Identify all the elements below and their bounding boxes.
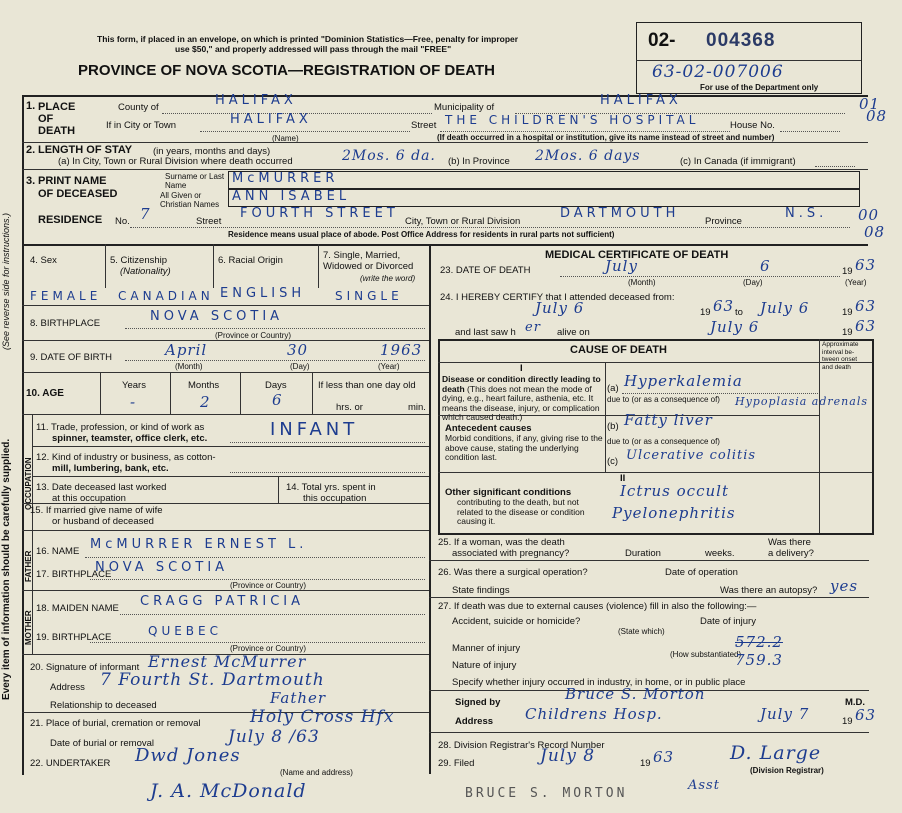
q29-label: 29. Filed bbox=[438, 758, 475, 769]
municipality-label: Municipality of bbox=[434, 102, 495, 113]
attend-from-prefix: 19 bbox=[700, 307, 711, 318]
cause-a2-value: Hypoplasia adrenals bbox=[735, 395, 868, 408]
name-label-1: PRINT NAME bbox=[38, 175, 107, 187]
informant-relation-value: Father bbox=[270, 689, 327, 707]
accident-label: Accident, suicide or homicide? bbox=[452, 616, 581, 627]
delivery-label-1: Was there bbox=[768, 537, 811, 548]
code-1: 572.2 bbox=[735, 633, 783, 651]
due-to-b: due to (or as a consequence of) bbox=[607, 437, 720, 446]
informant-address-label: Address bbox=[50, 682, 85, 693]
birthplace-hint: (Province or Country) bbox=[215, 331, 292, 340]
age-months-label: Months bbox=[188, 380, 220, 391]
direct-note: (This does not mean the mode of dying, e.g., heart failure, asthenia, etc. It means the disease, injury, or complication which caused death.) bbox=[442, 383, 600, 422]
age-days-value: 6 bbox=[272, 391, 283, 409]
state-findings-label: State findings bbox=[452, 585, 510, 596]
sign-date: July 7 bbox=[760, 705, 810, 723]
age-years-label: Years bbox=[122, 380, 146, 391]
mother-bp-value: QUEBEC bbox=[148, 624, 223, 638]
specify-text: Specify whether injury occurred in industry, in home, or in public place bbox=[452, 677, 746, 688]
q11-label-b: spinner, teamster, office clerk, etc. bbox=[52, 433, 208, 444]
county-value: HALIFAX bbox=[215, 93, 297, 108]
dod-year-prefix: 19 bbox=[842, 266, 853, 277]
age-hrs: hrs. or bbox=[336, 402, 363, 413]
informant-relation-label: Relationship to deceased bbox=[50, 700, 157, 711]
burial-place-label: 21. Place of burial, cremation or removal bbox=[30, 718, 201, 729]
age-min: min. bbox=[408, 402, 426, 413]
q27-label: 27. If death was due to external causes (violence) fill in also the following:— bbox=[438, 601, 757, 612]
stay-c-label: (c) In Canada (if immigrant) bbox=[680, 156, 796, 167]
weeks-label: weeks. bbox=[705, 548, 735, 559]
dod-month-hint: (Month) bbox=[628, 278, 656, 287]
autopsy-value: yes bbox=[830, 577, 859, 595]
q25-label-b: associated with pregnancy? bbox=[452, 548, 570, 559]
other-label: Other significant conditions bbox=[445, 487, 572, 498]
place-label: PLACE OF DEATH bbox=[38, 101, 76, 137]
side-note: (See reverse side for instructions.) bbox=[1, 212, 11, 350]
dob-year: 1963 bbox=[380, 341, 423, 359]
city-value: HALIFAX bbox=[230, 112, 312, 127]
hospital-note: (If death occurred in a hospital or institution, give its name instead of street and number) bbox=[437, 133, 775, 142]
city-name-hint: (Name) bbox=[272, 134, 299, 143]
dob-label: 9. DATE OF BIRTH bbox=[30, 352, 112, 363]
stay-a-label: (a) In City, Town or Rural Division where death occurred bbox=[58, 156, 293, 167]
father-bp-label: 17. BIRTHPLACE bbox=[36, 569, 112, 580]
municipality-value: HALIFAX bbox=[600, 93, 682, 108]
duration-label: Duration bbox=[625, 548, 661, 559]
margin-code-3: 00 bbox=[858, 206, 880, 224]
antecedent-label: Antecedent causes bbox=[445, 423, 532, 434]
q11-value: INFANT bbox=[270, 419, 359, 440]
residence-city-label: City, Town or Rural Division bbox=[405, 216, 521, 227]
q24-label: 24. I HEREBY CERTIFY that I attended deceased from: bbox=[440, 292, 675, 303]
form-title: PROVINCE OF NOVA SCOTIA—REGISTRATION OF DEATH bbox=[78, 62, 495, 79]
roman-one: I bbox=[520, 363, 523, 374]
alive-on-label: alive on bbox=[557, 327, 590, 338]
dob-day-hint: (Day) bbox=[290, 362, 310, 371]
father-name-label: 16. NAME bbox=[36, 546, 80, 557]
residence-note: Residence means usual place of abode. Post Office Address for residents in rural parts not sufficient) bbox=[228, 230, 615, 239]
printed-physician-name: BRUCE S. MORTON bbox=[465, 786, 628, 801]
age-label: 10. AGE bbox=[26, 388, 64, 399]
burial-date-label: Date of burial or removal bbox=[50, 738, 155, 749]
residence-city-value: DARTMOUTH bbox=[560, 206, 680, 221]
cause-b-value: Fatty liver bbox=[624, 411, 713, 429]
alive-year: 63 bbox=[855, 317, 877, 335]
filed-year: 63 bbox=[653, 748, 675, 766]
birthplace-label: 8. BIRTHPLACE bbox=[30, 318, 101, 329]
undertaker-hint: (Name and address) bbox=[280, 768, 353, 777]
q14-label-b: this occupation bbox=[303, 493, 367, 504]
q15-label-a: 15. If married give name of wife bbox=[30, 505, 163, 516]
undertaker-label: 22. UNDERTAKER bbox=[30, 758, 111, 769]
q13-label-a: 13. Date deceased last worked bbox=[36, 482, 167, 493]
how-hint: (How substantiated) bbox=[670, 650, 742, 659]
envelope-notice-line2: use $50," and properly addressed will pass through the mail "FREE" bbox=[175, 44, 452, 54]
given-label: All Given or Christian Names bbox=[160, 191, 220, 209]
signed-label: Signed by bbox=[455, 697, 501, 708]
other-note: contributing to the death, but not related to the disease or condition causing it. bbox=[457, 497, 585, 526]
attend-to: July 6 bbox=[760, 299, 810, 317]
handwritten-file-number: 63-02-007006 bbox=[652, 62, 784, 82]
cause-a-tag: (a) bbox=[607, 383, 619, 394]
informant-sig-label: 20. Signature of informant bbox=[30, 662, 140, 673]
street-value: THE CHILDREN'S HOSPITAL bbox=[445, 113, 700, 127]
header-rule bbox=[22, 95, 868, 97]
cause-title: CAUSE OF DEATH bbox=[570, 344, 667, 356]
surname-value: McMURRER bbox=[232, 171, 339, 186]
mother-maiden-value: CRAGG PATRICIA bbox=[140, 594, 305, 609]
citizenship-value: CANADIAN bbox=[118, 289, 214, 303]
registration-prefix: 02- bbox=[648, 30, 676, 51]
marital-label: 7. Single, Married, Widowed or Divorced bbox=[323, 250, 414, 272]
registrar-label: (Division Registrar) bbox=[750, 766, 824, 775]
father-name-value: McMURRER ERNEST L. bbox=[90, 537, 308, 552]
marital-hint: (write the word) bbox=[360, 274, 416, 283]
residence-label: RESIDENCE bbox=[38, 214, 103, 226]
registrar-signature: D. Large bbox=[730, 742, 822, 764]
stay-num: 2. bbox=[26, 144, 36, 156]
city-label: If in City or Town bbox=[106, 120, 177, 131]
filed-value: July 8 bbox=[540, 746, 596, 766]
q14-label-a: 14. Total yrs. spent in bbox=[286, 482, 376, 493]
antecedent-note: Morbid conditions, if any, giving rise to the above cause, stating the underlying condition last. bbox=[445, 433, 603, 462]
residence-no-label: No. bbox=[115, 216, 130, 227]
q23-label: 23. DATE OF DEATH bbox=[440, 265, 531, 276]
informant-address-value: 7 Fourth St. Dartmouth bbox=[100, 670, 325, 690]
dod-month: July bbox=[605, 257, 638, 275]
father-bp-value: NOVA SCOTIA bbox=[95, 560, 229, 575]
stay-b-value: 2Mos. 6 days bbox=[535, 148, 641, 164]
street-label: Street bbox=[411, 120, 437, 131]
q26-label: 26. Was there a surgical operation? bbox=[438, 567, 588, 578]
sex-value: FEMALE bbox=[30, 289, 102, 303]
name-label-2: OF DECEASED bbox=[38, 188, 118, 200]
stay-label: LENGTH OF STAY bbox=[38, 144, 133, 156]
q25-label-a: 25. If a woman, was the death bbox=[438, 537, 565, 548]
address-value: Childrens Hosp. bbox=[525, 705, 663, 723]
attend-to-year: 63 bbox=[855, 297, 877, 315]
left-frame bbox=[22, 95, 24, 775]
attend-from: July 6 bbox=[535, 299, 585, 317]
md-label: M.D. bbox=[845, 697, 866, 708]
signed-value: Bruce S. Morton bbox=[565, 685, 706, 703]
interval-header: Approximate interval be-tween onset and death bbox=[822, 341, 859, 371]
due-to-a: due to (or as a consequence of) bbox=[607, 395, 720, 404]
residence-street-label: Street bbox=[196, 216, 222, 227]
margin-code-4: 08 bbox=[864, 223, 886, 241]
father-vlabel: FATHER bbox=[24, 550, 33, 582]
cause-a-value: Hyperkalemia bbox=[624, 372, 743, 390]
column-divider bbox=[429, 244, 431, 774]
stay-units: (in years, months and days) bbox=[153, 146, 271, 157]
cause-c-value: Ulcerative colitis bbox=[626, 448, 757, 463]
state-which-hint: (State which) bbox=[618, 627, 665, 636]
q13-label-b: at this occupation bbox=[52, 493, 126, 504]
stay-b-label: (b) In Province bbox=[448, 156, 510, 167]
burial-place-value: Holy Cross Hfx bbox=[250, 707, 395, 727]
direct-label: Disease or condition directly leading to death bbox=[442, 374, 601, 394]
sign-year-prefix: 19 bbox=[842, 716, 853, 727]
father-bp-hint: (Province or Country) bbox=[230, 581, 307, 590]
roman-two: II bbox=[620, 473, 626, 484]
section-rule bbox=[22, 244, 868, 246]
attend-to-prefix: 19 bbox=[842, 307, 853, 318]
last-saw-value: er bbox=[525, 320, 541, 335]
age-days-label: Days bbox=[265, 380, 287, 391]
envelope-notice-line1: This form, if placed in an envelope, on which is printed "Dominion Statistics—Free, penalty for improper bbox=[97, 34, 519, 44]
citizenship-label: 5. Citizenship bbox=[110, 255, 168, 266]
alive-on-value: July 6 bbox=[710, 318, 760, 336]
attend-to-label: to bbox=[735, 307, 743, 318]
delivery-label-2: a delivery? bbox=[768, 548, 814, 559]
residence-province-value: N.S. bbox=[785, 206, 828, 221]
place-num: 1. bbox=[26, 100, 36, 112]
residence-street-value: FOURTH STREET bbox=[240, 206, 399, 221]
marital-value: SINGLE bbox=[335, 289, 403, 303]
code-2: 759.3 bbox=[735, 651, 783, 669]
occupation-vlabel: OCCUPATION bbox=[24, 457, 33, 510]
mother-bp-label: 19. BIRTHPLACE bbox=[36, 632, 112, 643]
cause-c-tag: (c) bbox=[607, 456, 619, 467]
q15-label-b: or husband of deceased bbox=[52, 516, 154, 527]
racial-value: ENGLISH bbox=[220, 286, 306, 301]
age-years-value: - bbox=[130, 393, 137, 411]
other-value-1: Ictrus occult bbox=[620, 482, 729, 500]
undertaker-signature: J. A. McDonald bbox=[150, 780, 307, 802]
dod-day-hint: (Day) bbox=[743, 278, 763, 287]
department-use-note: For use of the Department only bbox=[700, 83, 819, 92]
date-operation-label: Date of operation bbox=[665, 567, 738, 578]
dod-year-hint: (Year) bbox=[845, 278, 867, 287]
printed-suffix: Asst bbox=[688, 778, 720, 793]
birthplace-value: NOVA SCOTIA bbox=[150, 309, 284, 324]
side-text: Every item of information should be carefully supplied. bbox=[1, 438, 12, 700]
mother-maiden-label: 18. MAIDEN NAME bbox=[36, 603, 119, 614]
registration-number: 004368 bbox=[706, 30, 776, 51]
medical-title: MEDICAL CERTIFICATE OF DEATH bbox=[545, 249, 729, 261]
dod-year: 63 bbox=[855, 256, 877, 274]
age-less-label: If less than one day old bbox=[318, 380, 416, 391]
filed-prefix: 19 bbox=[640, 758, 651, 769]
alive-prefix: 19 bbox=[842, 327, 853, 338]
attend-from-year: 63 bbox=[713, 297, 735, 315]
citizenship-hint: (Nationality) bbox=[120, 266, 171, 277]
name-num: 3. bbox=[26, 175, 36, 187]
dob-day: 30 bbox=[287, 341, 309, 359]
nature-label: Nature of injury bbox=[452, 660, 517, 671]
q11-label-a: 11. Trade, profession, or kind of work as bbox=[36, 422, 205, 433]
other-value-2: Pyelonephritis bbox=[612, 504, 736, 522]
residence-no-value: 7 bbox=[140, 205, 151, 223]
manner-label: Manner of injury bbox=[452, 643, 521, 654]
q12-label-b: mill, lumbering, bank, etc. bbox=[52, 463, 169, 474]
date-injury-label: Date of injury bbox=[700, 616, 756, 627]
sex-label: 4. Sex bbox=[30, 255, 57, 266]
racial-label: 6. Racial Origin bbox=[218, 255, 283, 266]
dob-month: April bbox=[165, 341, 208, 359]
q12-label-a: 12. Kind of industry or business, as cotton- bbox=[36, 452, 216, 463]
dod-day: 6 bbox=[760, 257, 771, 275]
mother-bp-hint: (Province or Country) bbox=[230, 644, 307, 653]
autopsy-label: Was there an autopsy? bbox=[720, 585, 818, 596]
house-label: House No. bbox=[730, 120, 775, 131]
undertaker-value: Dwd Jones bbox=[135, 745, 241, 766]
informant-sig-value: Ernest McMurrer bbox=[148, 652, 307, 671]
age-months-value: 2 bbox=[200, 393, 211, 411]
given-value: ANN ISABEL bbox=[232, 189, 351, 204]
q28-label: 28. Division Registrar's Record Number bbox=[438, 740, 605, 751]
margin-code-2: 08 bbox=[866, 107, 888, 125]
address-label: Address bbox=[455, 716, 494, 727]
stay-a-value: 2Mos. 6 da. bbox=[342, 148, 436, 164]
county-label: County of bbox=[118, 102, 159, 113]
burial-date-value: July 8 /63 bbox=[228, 727, 320, 747]
sign-year: 63 bbox=[855, 706, 877, 724]
dob-year-hint: (Year) bbox=[378, 362, 400, 371]
last-saw-label: and last saw h bbox=[455, 327, 516, 338]
dob-month-hint: (Month) bbox=[175, 362, 203, 371]
surname-label: Surname or Last Name bbox=[165, 172, 225, 190]
mother-vlabel: MOTHER bbox=[24, 610, 33, 645]
margin-code-1: 01 bbox=[859, 95, 881, 113]
residence-province-label: Province bbox=[705, 216, 742, 227]
cause-b-tag: (b) bbox=[607, 421, 619, 432]
